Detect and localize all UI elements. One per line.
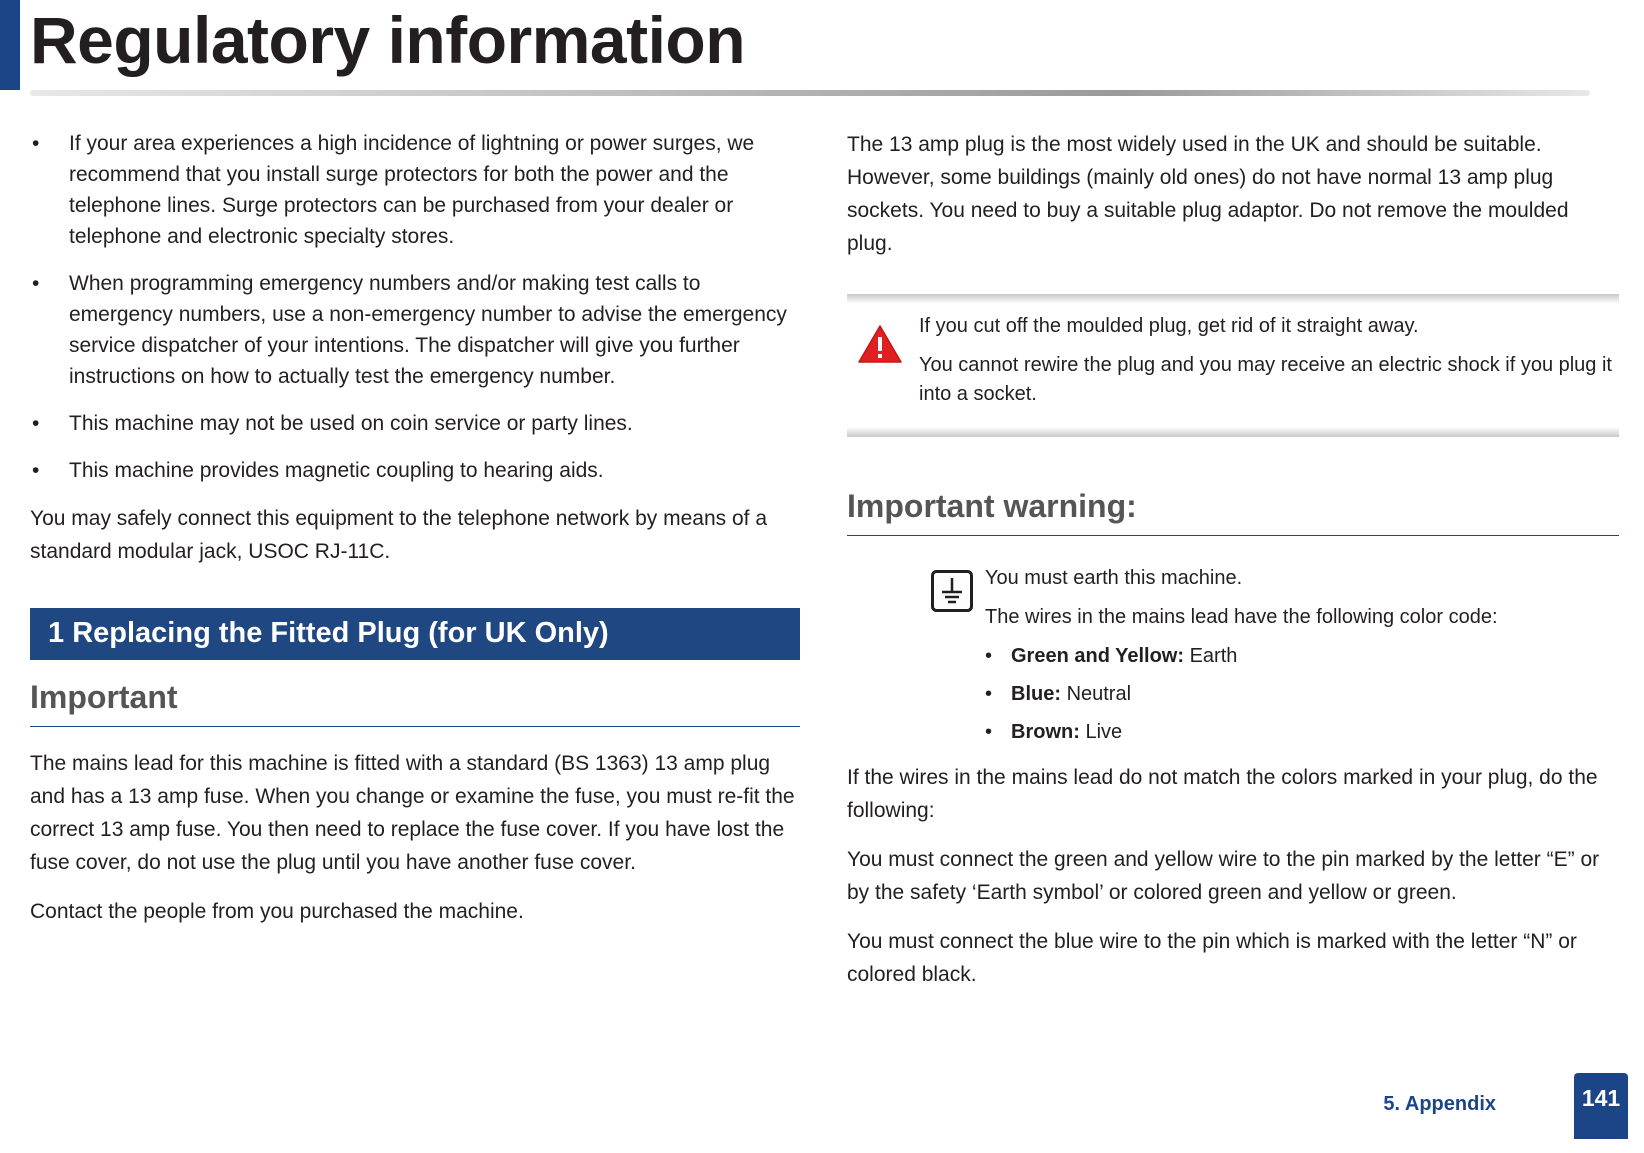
fuse-paragraph: The mains lead for this machine is fitted with a standard (BS 1363) 13 amp plug and has a 13 amp fuse. When you change or examine the fuse, you must re-fit the correct 13 amp fuse. You then need to replace the fuse cover. If you have lost the fuse cover, do not use the plug until you have another fuse cover. bbox=[30, 752, 795, 874]
title-accent-bar bbox=[0, 0, 20, 90]
important-warning-heading: Important warning: bbox=[847, 485, 1619, 536]
contact-paragraph: Contact the people from you purchased the machine. bbox=[30, 900, 524, 923]
bullet-icon: • bbox=[32, 459, 40, 482]
section-header-bar bbox=[30, 608, 800, 660]
list-item: • Blue: Neutral bbox=[985, 680, 1619, 709]
caution-line: If you cut off the moulded plug, get rid of it straight away. bbox=[919, 315, 1419, 337]
plug-intro-paragraph: The 13 amp plug is the most widely used in the UK and should be suitable. However, some buildings (mainly old ones) do not have normal 13 amp plug sockets. You need to buy a suitable plug adaptor. Do not remove the moulded plug. bbox=[847, 133, 1569, 255]
caution-line: You cannot rewire the plug and you may receive an electric shock if you plug it into a socket. bbox=[919, 354, 1612, 405]
wire-color-list bbox=[985, 642, 1619, 747]
left-column bbox=[30, 128, 800, 944]
green-yellow-paragraph: You must connect the green and yellow wire to the pin marked by the letter “E” or by the safety ‘Earth symbol’ or colored green and yellow or green. bbox=[847, 848, 1600, 904]
regulatory-bullet-list bbox=[30, 128, 800, 486]
earth-symbol-icon bbox=[931, 570, 973, 612]
caution-box bbox=[847, 294, 1619, 437]
important-heading: Important bbox=[30, 676, 800, 727]
earth-notice bbox=[847, 564, 1619, 747]
mismatch-paragraph: If the wires in the mains lead do not match the colors marked in your plug, do the following: bbox=[847, 766, 1598, 822]
list-item: • This machine provides magnetic coupling to hearing aids. bbox=[30, 455, 800, 486]
list-item: • If your area experiences a high incidence of lightning or power surges, we recommend that you install surge protectors for both the power and the telephone lines. Surge protectors can be purchased from your dealer or telephone and electronic specialty stores. bbox=[30, 128, 800, 252]
list-item: • When programming emergency numbers and/or making test calls to emergency numbers, use a non-emergency number to advise the emergency service dispatcher of your intentions. The dispatcher will give you further instructions on how to actually test the emergency number. bbox=[30, 268, 800, 392]
footer-chapter: 5. Appendix bbox=[1383, 1093, 1496, 1115]
title-underline bbox=[30, 90, 1590, 96]
bullet-icon: • bbox=[32, 412, 40, 435]
bullet-icon: • bbox=[32, 272, 40, 295]
list-item: • Brown: Live bbox=[985, 718, 1619, 747]
bullet-icon: • bbox=[985, 645, 993, 667]
rj11-paragraph: You may safely connect this equipment to the telephone network by means of a standard modular jack, USOC RJ-11C. bbox=[30, 507, 768, 563]
section-title: Replacing the Fitted Plug (for UK Only) bbox=[72, 617, 609, 649]
warning-icon bbox=[857, 324, 903, 364]
blue-wire-paragraph: You must connect the blue wire to the pin which is marked with the letter “N” or colored black. bbox=[847, 930, 1577, 986]
list-item: • This machine may not be used on coin service or party lines. bbox=[30, 408, 800, 439]
bullet-icon: • bbox=[985, 683, 993, 705]
earth-line: You must earth this machine. bbox=[985, 567, 1243, 589]
list-item: • Green and Yellow: Earth bbox=[985, 642, 1619, 671]
right-column bbox=[847, 128, 1619, 1007]
page-title: Regulatory information bbox=[30, 3, 746, 77]
bullet-icon: • bbox=[985, 721, 993, 743]
bullet-icon: • bbox=[32, 132, 40, 155]
page-number: 141 bbox=[1574, 1073, 1628, 1139]
section-number: 1 bbox=[48, 617, 65, 649]
wire-color-intro: The wires in the mains lead have the following color code: bbox=[985, 606, 1498, 628]
